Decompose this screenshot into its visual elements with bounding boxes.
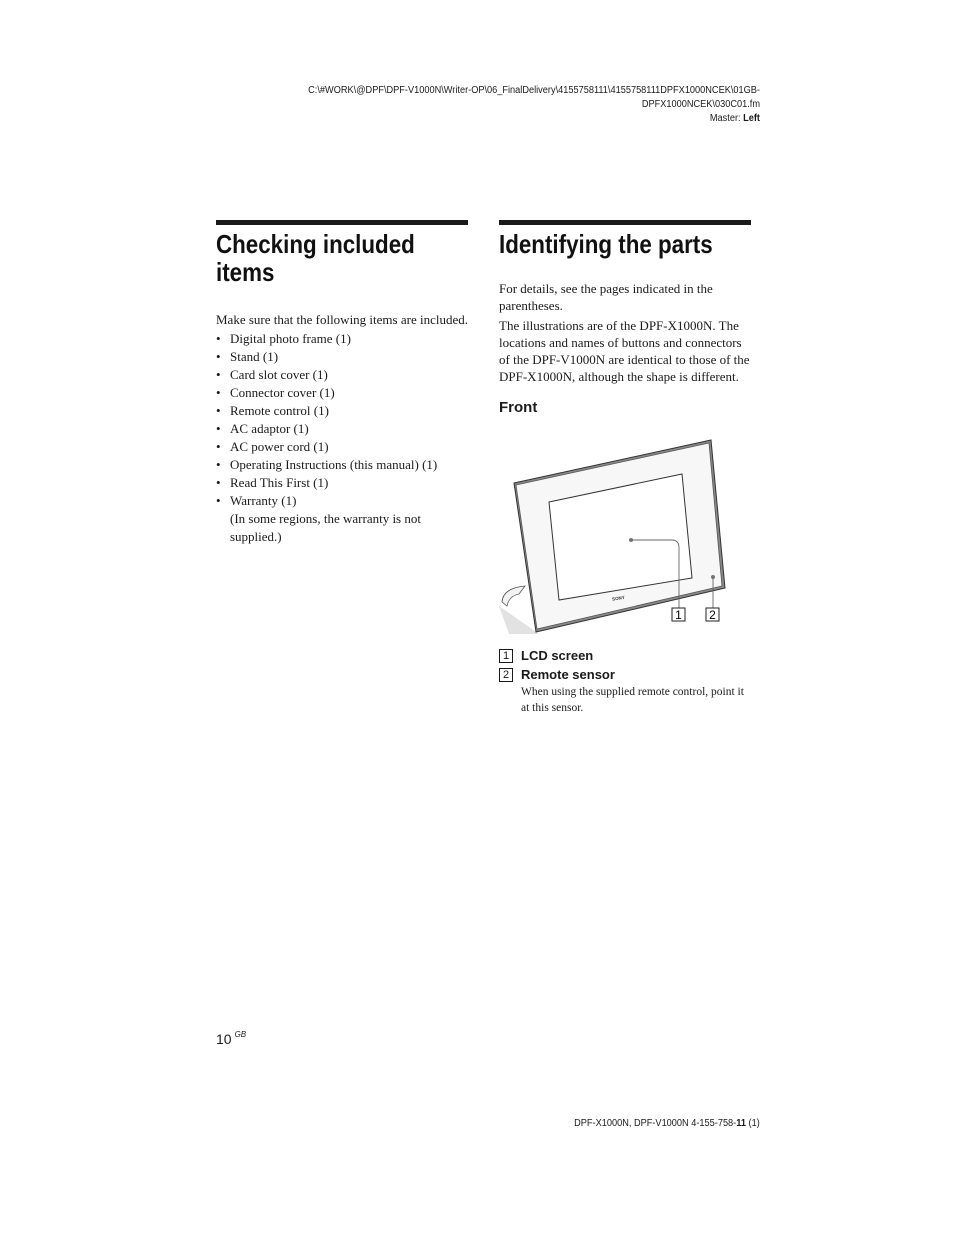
bullet: • <box>216 421 221 436</box>
bullet: • <box>216 493 221 508</box>
master-label: Master: <box>709 113 741 124</box>
list-item <box>216 330 468 348</box>
list-item <box>216 348 468 366</box>
page-number <box>216 1030 246 1047</box>
legend-label: Remote sensor <box>521 667 615 682</box>
list-item <box>216 474 468 492</box>
master-line <box>245 112 760 126</box>
page-number-value: 10 <box>216 1031 232 1047</box>
footer-edition: (1) <box>746 1118 760 1129</box>
legend-description: When using the supplied remote control, point it at this sensor. <box>521 686 744 714</box>
bullet: • <box>216 457 221 472</box>
legend-item-sensor <box>499 667 751 682</box>
bullet: • <box>216 331 221 346</box>
item-text: Warranty (1) <box>230 493 297 508</box>
item-text: AC adaptor (1) <box>230 421 309 436</box>
bullet: • <box>216 403 221 418</box>
front-subheading: Front <box>499 399 538 416</box>
warranty-note: (In some regions, the warranty is not supplied.) <box>230 511 421 544</box>
frame-stand <box>502 586 525 606</box>
bullet: • <box>216 349 221 364</box>
bullet: • <box>216 385 221 400</box>
section-title <box>216 230 433 286</box>
footer-model-text: DPF-X1000N, DPF-V1000N 4-155-758- <box>574 1118 737 1129</box>
details-text: For details, see the pages indicated in the parentheses. <box>499 281 713 313</box>
items-list <box>216 330 468 546</box>
bullet: • <box>216 475 221 490</box>
item-text: Stand (1) <box>230 349 279 364</box>
section-rule <box>216 220 468 225</box>
parts-legend <box>499 648 751 716</box>
list-item <box>216 420 468 438</box>
item-text: Digital photo frame (1) <box>230 331 351 346</box>
file-path-line-1: C:\#WORK\@DPF\DPF-V1000N\Writer-OP\06_FinalDelivery\4155758111\4155758111DPFX1000NCEK\01GB- <box>308 85 760 96</box>
bullet: • <box>216 367 221 382</box>
section-rule <box>499 220 751 225</box>
file-path-line-2: DPFX1000NCEK\030C01.fm <box>641 99 760 110</box>
bullet: • <box>216 439 221 454</box>
master-value: Left <box>743 113 760 124</box>
title-line-1: Checking included <box>216 229 415 259</box>
item-text: Card slot cover (1) <box>230 367 328 382</box>
item-text: Remote control (1) <box>230 403 329 418</box>
callout-number-2: 2 <box>709 608 716 622</box>
legend-item-lcd <box>499 648 751 663</box>
legend-number-box: 1 <box>499 649 513 663</box>
list-item <box>216 456 468 474</box>
list-item <box>216 402 468 420</box>
intro-text: Make sure that the following items are included. <box>216 312 468 327</box>
file-path-header <box>245 84 760 126</box>
list-item <box>216 438 468 456</box>
brand-logo: SONY <box>611 594 626 602</box>
legend-number-box: 2 <box>499 668 513 682</box>
footer-model-info <box>574 1118 760 1129</box>
callout-number-1: 1 <box>675 608 682 622</box>
checking-items-section <box>216 220 468 546</box>
list-item <box>216 384 468 402</box>
list-item <box>216 366 468 384</box>
item-text: Operating Instructions (this manual) (1) <box>230 457 438 472</box>
title-line-2: items <box>216 257 275 287</box>
section-title: Identifying the parts <box>499 229 713 259</box>
photo-frame-illustration <box>499 436 735 636</box>
list-item <box>216 492 468 546</box>
identifying-parts-section <box>499 220 751 417</box>
page-language-code: GB <box>234 1030 247 1039</box>
illustration-note: The illustrations are of the DPF-X1000N. The locations and names of buttons and connectors of the DPF-V1000N are identical to those of the DPF-X1000N, although the shape is different. <box>499 318 750 384</box>
footer-revision: 11 <box>736 1118 747 1129</box>
legend-label: LCD screen <box>521 648 594 663</box>
item-text: Read This First (1) <box>230 475 329 490</box>
item-text: AC power cord (1) <box>230 439 329 454</box>
item-text: Connector cover (1) <box>230 385 335 400</box>
